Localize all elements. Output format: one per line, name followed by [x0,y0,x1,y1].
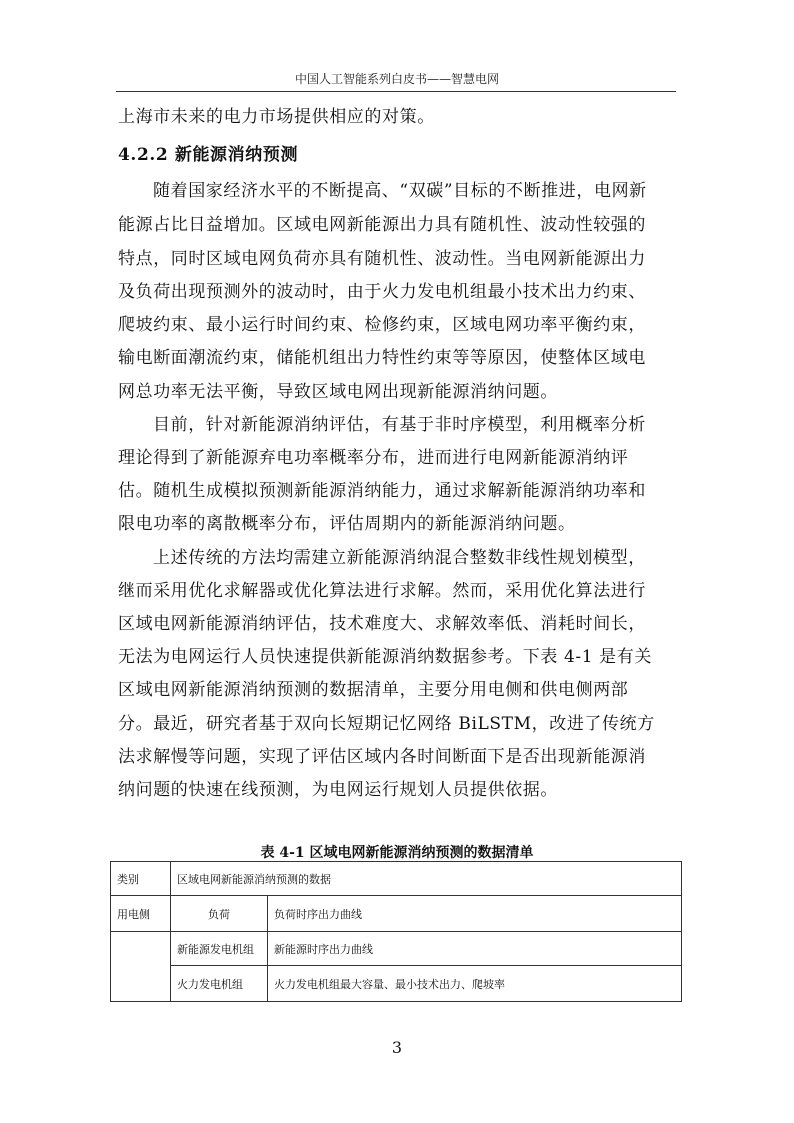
body-line: 法求解慢等问题，实现了评估区域内各时间断面下是否出现新能源消 [118,747,646,767]
data-table [110,861,682,1002]
table-row [111,966,682,1002]
table-caption: 表 4-1 区域电网新能源消纳预测的数据清单 [260,845,534,861]
table-cell-item: 新能源发电机组 [171,932,268,966]
body-line: 爬坡约束、最小运行时间约束、检修约束，区域电网功率平衡约束， [118,315,646,335]
table-header-row [111,862,682,896]
table-row [111,896,682,932]
body-line: 上述传统的方法均需建立新能源消纳混合整数非线性规划模型， [153,548,646,568]
body-line: 限电功率的离散概率分布，评估周期内的新能源消纳问题。 [118,514,576,534]
body-line: 及负荷出现预测外的波动时，由于火力发电机组最小技术出力约束、 [118,282,646,302]
body-line: 无法为电网运行人员快速提供新能源消纳数据参考。下表 4-1 是有关 [118,647,652,667]
body-line: 纳问题的快速在线预测，为电网运行规划人员提供依据。 [118,780,558,800]
body-line: 特点，同时区域电网负荷亦具有随机性、波动性。当电网新能源出力 [118,249,646,269]
body-line: 区域电网新能源消纳预测的数据清单，主要分用电侧和供电侧两部 [118,680,629,700]
body-line: 输电断面潮流约束，储能机组出力特性约束等等原因，使整体区域电 [118,348,646,368]
table-row [111,932,682,966]
body-line: 区域电网新能源消纳评估，技术难度大、求解效率低、消耗时间长， [118,614,646,634]
table-cell-item: 火力发电机组 [171,966,268,1002]
table-cell-detail: 火力发电机组最大容量、最小技术出力、爬坡率 [268,966,682,1002]
body-line: 继而采用优化求解器或优化算法进行求解。然而，采用优化算法进行 [118,581,646,601]
body-line: 分。最近，研究者基于双向长短期记忆网络 BiLSTM，改进了传统方 [118,714,655,734]
body-line: 能源占比日益增加。区域电网新能源出力具有随机性、波动性较强的 [118,215,646,235]
body-line: 随着国家经济水平的不断提高、“双碳”目标的不断推进，电网新 [153,181,647,201]
table-cell-side [111,932,171,1002]
body-line: 理论得到了新能源弃电功率概率分布，进而进行电网新能源消纳评 [118,448,629,468]
table-cell-side: 用电侧 [111,896,171,932]
table-header-category: 类别 [111,862,171,896]
table-cell-detail: 新能源时序出力曲线 [268,932,682,966]
body-line: 上海市未来的电力市场提供相应的对策。 [118,107,435,127]
body-line: 估。随机生成模拟预测新能源消纳能力，通过求解新能源消纳功率和 [118,481,646,501]
page-number: 3 [391,1038,403,1057]
body-line: 网总功率无法平衡，导致区域电网出现新能源消纳问题。 [118,382,558,402]
running-header: 中国人工智能系列白皮书——智慧电网 [294,72,499,86]
body-line: 目前，针对新能源消纳评估，有基于非时序模型，利用概率分析 [153,415,646,435]
table-cell-detail: 负荷时序出力曲线 [268,896,682,932]
table-cell-item: 负荷 [171,896,268,932]
header-rule [116,91,676,92]
table-header-data: 区域电网新能源消纳预测的数据 [171,862,682,896]
section-heading: 4.2.2 新能源消纳预测 [118,145,299,165]
